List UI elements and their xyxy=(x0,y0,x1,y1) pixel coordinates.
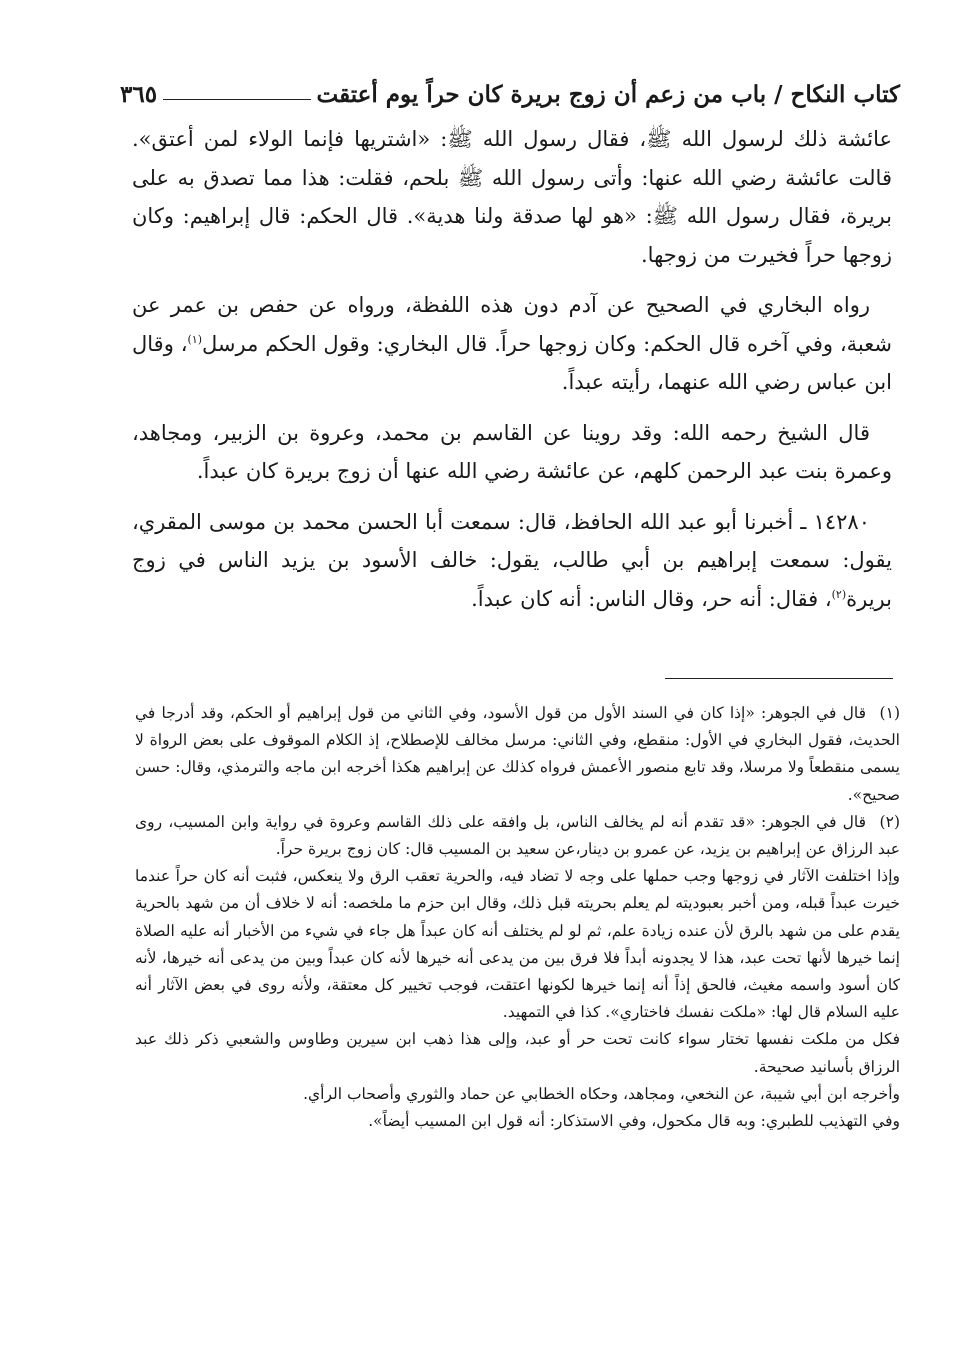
footnote-2-text: قال في الجوهر: «قد تقدم أنه لم يخالف الناس، بل وافقه على ذلك القاسم وعروة في رواية وابن المسيب، روى عبد الرزاق عن إبراهيم بن يزيد، عن عمرو بن دينار،عن سعيد بن المسيب قال: كان زوج بريرة حراً. xyxy=(135,812,900,859)
paragraph-3: قال الشيخ رحمه الله: وقد روينا عن القاسم بن محمد، وعروة بن الزبير، ومجاهد، وعمرة بنت عبد الرحمن كلهم، عن عائشة رضي الله عنها أن زوج بريرة كان عبداً. xyxy=(132,420,892,483)
footnote-ref-2[interactable]: (٢) xyxy=(831,587,847,601)
footnote-2-continued-1: وإذا اختلفت الآثار في زوجها وجب حملها على وجه لا تضاد فيه، والحرية تعقب الرق ولا ينعكس، فثبت أنه كان حراً عندما خيرت عبداً قبله، ومن أخبر بعبوديته لم يعلم بحريته قبل ذلك، وقال ابن حزم ما ملخصه: أنه لا خلاف أن من شهد بالحرية يقدم على من شهد بالرق لأن عنده زيادة علم، ثم لو لم يختلف أنه كان عبداً هل جاء في شيء من الأخبار أنه عليه الصلاة إنما خيرها لأنها تحت عبد، هذا لا يجدونه أبداً فلا فرق بين من يدعى أنه خيرها لأنه كان عبداً وبين من يدعى أنه خيرها، لأنه كان أسود واسمه مغيث، فالحق إذاً أنه إنما خيرها لكونها اعتقت، فوجب تخيير كل معتقة، ولأنه روى في بعض الآثار أنه عليه السلام قال لها: «ملكت نفسك فاختاري». كذا في التمهيد. xyxy=(135,867,900,1022)
footnote-separator xyxy=(665,678,893,679)
footnote-2-continued-4: وفي التهذيب للطبري: وبه قال مكحول، وفي الاستذكار: أنه قول ابن المسيب أيضاً». xyxy=(368,1112,900,1131)
paragraph-2-text-b: ، وقال ابن عباس رضي الله عنهما، رأيته عبداً. xyxy=(132,331,892,394)
header-rule xyxy=(163,99,310,100)
footnotes xyxy=(135,700,900,1135)
footnote-2-continued-2: فكل من ملكت نفسها تختار سواء كانت تحت حر أو عبد، وإلى هذا ذهب ابن سيرين وطاوس والشعبي ذكر ذلك عبد الرزاق بأسانيد صحيحة. xyxy=(135,1030,900,1076)
footnote-ref-1[interactable]: (١) xyxy=(187,332,202,346)
paragraph-1: عائشة ذلك لرسول الله ﷺ، فقال رسول الله ﷺ: «اشتريها فإنما الولاء لمن أعتق». قالت عائشة رضي الله عنها: وأتى رسول الله ﷺ بلحم، فقلت: هذا مما تصدق به على بريرة، فقال رسول الله ﷺ: «هو لها صدقة ولنا هدية». قال الحكم: قال إبراهيم: وكان زوجها حراً فخيرت من زوجها. xyxy=(132,127,892,267)
paragraph-2 xyxy=(132,286,892,402)
paragraph-4 xyxy=(132,503,892,619)
running-header xyxy=(120,72,900,108)
paragraph-2-text-a: رواه البخاري في الصحيح عن آدم دون هذه اللفظة، ورواه عن حفص بن عمر عن شعبة، وفي آخره قال الحكم: وكان زوجها حراً. قال البخاري: وقول الحكم مرسل xyxy=(132,293,892,356)
main-text xyxy=(132,120,892,630)
paragraph-4-text-a: ١٤٢٨٠ ـ أخبرنا أبو عبد الله الحافظ، قال: سمعت أبا الحسن محمد بن موسى المقري، يقول: سمعت إبراهيم بن أبي طالب، يقول: خالف الأسود بن يزيد الناس في زوج بريرة xyxy=(132,509,892,611)
running-header-title: كتاب النكاح / باب من زعم أن زوج بريرة كان حراً يوم أعتقت xyxy=(316,81,900,108)
footnote-1-text: قال في الجوهر: «إذا كان في السند الأول من قول الأسود، وفي الثاني من قول إبراهيم أو الحكم، وقد أدرجا في الحديث، فقول البخاري في الأول: منقطع، وفي الثاني: مرسل مخالف للإصطلاح، إذ الكلام الموقوف على بعض الرواة لا يسمى منقطعاً ولا مرسلا، وقد تابع منصور الأعمش فرواه كذلك عن إبراهيم هكذا أخرجه ابن ماجه والترمذي، وقال: حسن صحيح». xyxy=(135,704,900,804)
footnote-2-number: (٢) xyxy=(879,812,900,831)
footnote-2 xyxy=(135,809,900,863)
paragraph-4-text-b: ، فقال: أنه حر، وقال الناس: أنه كان عبداً. xyxy=(471,586,832,611)
page-number: ٣٦٥ xyxy=(120,81,158,108)
footnote-2-continued-3: وأخرجه ابن أبي شيبة، عن النخعي، ومجاهد، وحكاه الخطابي عن حماد والثوري وأصحاب الرأي. xyxy=(303,1084,900,1103)
footnote-1 xyxy=(135,700,900,809)
footnote-1-number: (١) xyxy=(879,704,900,722)
